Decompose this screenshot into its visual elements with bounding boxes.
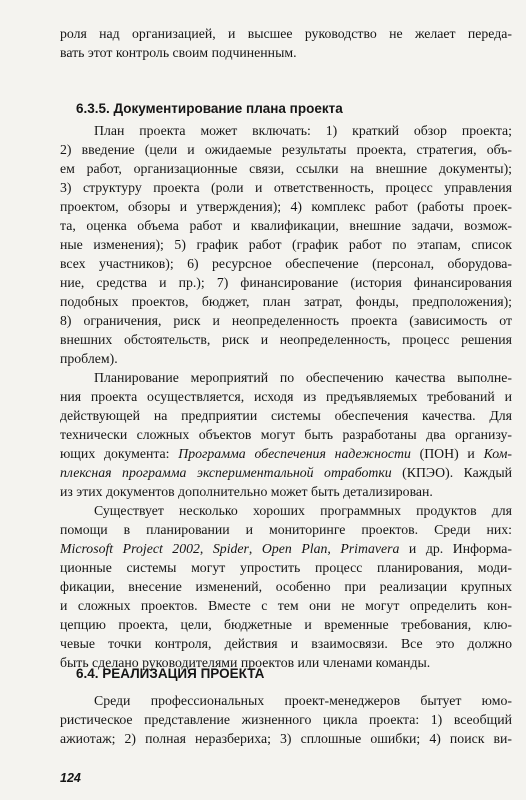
text-line: проблем).: [60, 351, 118, 366]
text-line: действующей на предприятии системы обеспечения качества. Для: [60, 408, 512, 423]
text-line: ажиотаж; 2) полная неразбериха; 3) сплошные ошибки; 4) поиск ви-: [60, 731, 512, 746]
text-line: ние, средства и пр.); 7) финансирование (история финансирования: [60, 275, 512, 290]
text-line: технически сложных объектов могут быть разработаны два организу-: [60, 427, 512, 442]
section-heading-635: 6.3.5. Документирование плана проекта: [76, 101, 343, 116]
paragraph-plan-contents: [60, 121, 512, 368]
text-line: ные изменения); 5) график работ (график работ по этапам, список: [60, 237, 512, 252]
text-line: Microsoft Project 2002, Spider, Open Plan, Primavera и др. Информа-: [60, 541, 512, 556]
text-line: быть сделано руководителями проектов или членами команды.: [60, 655, 431, 670]
text-line: ционные системы могут упростить процесс планирования, моди-: [60, 560, 512, 575]
section-heading-64: 6.4. РЕАЛИЗАЦИЯ ПРОЕКТА: [76, 666, 265, 681]
page-number: 124: [60, 771, 81, 785]
text-line: Планирование мероприятий по обеспечению качества выполне-: [94, 370, 512, 385]
text-line: ристическое представление жизненного цикла проекта: 1) всеобщий: [60, 712, 512, 727]
text-line: ем работ, организационные связи, ссылки на внешние документы);: [60, 161, 512, 176]
text-line: ния проекта осуществляется, исходя из предъявляемых требований и: [60, 389, 512, 404]
text-line: и сложных проектов. Вместе с тем они не могут определить кон-: [60, 598, 512, 613]
text-line: внешних обстоятельств, риск и неопределенность, процесс решения: [60, 332, 512, 347]
text-line: 3) структуру проекта (роли и ответственность, процесс управления: [60, 180, 512, 195]
paragraph-quality-planning: [60, 368, 512, 501]
text-line: ющих документа: Программа обеспечения надежности (ПОН) и Ком-: [60, 446, 512, 461]
text-line: Среди профессиональных проект-менеджеров бытует юмо-: [94, 693, 512, 708]
text-line: фикации, внесение изменений, особенно при реализации крупных: [60, 579, 512, 594]
text-line: подобных проектов, бюджет, план затрат, фонды, предположения);: [60, 294, 512, 309]
text-line: чевые точки контроля, действия и взаимосвязи. Все это должно: [60, 636, 512, 651]
text-line: всех участников); 6) ресурсное обеспечение (персонал, оборудова-: [60, 256, 512, 271]
text-line: 8) ограничения, риск и неопределенность проекта (зависимость от: [60, 313, 512, 328]
text-line: проектом, обзоры и утверждения); 4) комплекс работ (работы проек-: [60, 199, 512, 214]
text-line: плексная программа экспериментальной отработки (КПЭО). Каждый: [60, 465, 512, 480]
text-line: из этих документов дополнительно может быть детализирован.: [60, 484, 433, 499]
text-line: Существует несколько хороших программных продуктов для: [94, 503, 512, 518]
text-line: помощи в планировании и мониторинге проектов. Среди них:: [60, 522, 512, 537]
text-line: цепцию проекта, цели, бюджетные и временные требования, клю-: [60, 617, 512, 632]
text-line: роля над организацией, и высшее руководство не желает переда-: [60, 26, 512, 41]
text-line: 2) введение (цели и ожидаемые результаты проекта, стратегия, объ-: [60, 142, 512, 157]
top-paragraph: [60, 24, 512, 62]
paragraph-software-tools: [60, 501, 512, 672]
text-line: та, оценка объема работ и квалификации, внешние задачи, возмож-: [60, 218, 512, 233]
paragraph-project-lifecycle: [60, 691, 512, 748]
text-line: План проекта может включать: 1) краткий обзор проекта;: [94, 123, 512, 138]
text-line: вать этот контроль своим подчиненным.: [60, 45, 297, 60]
